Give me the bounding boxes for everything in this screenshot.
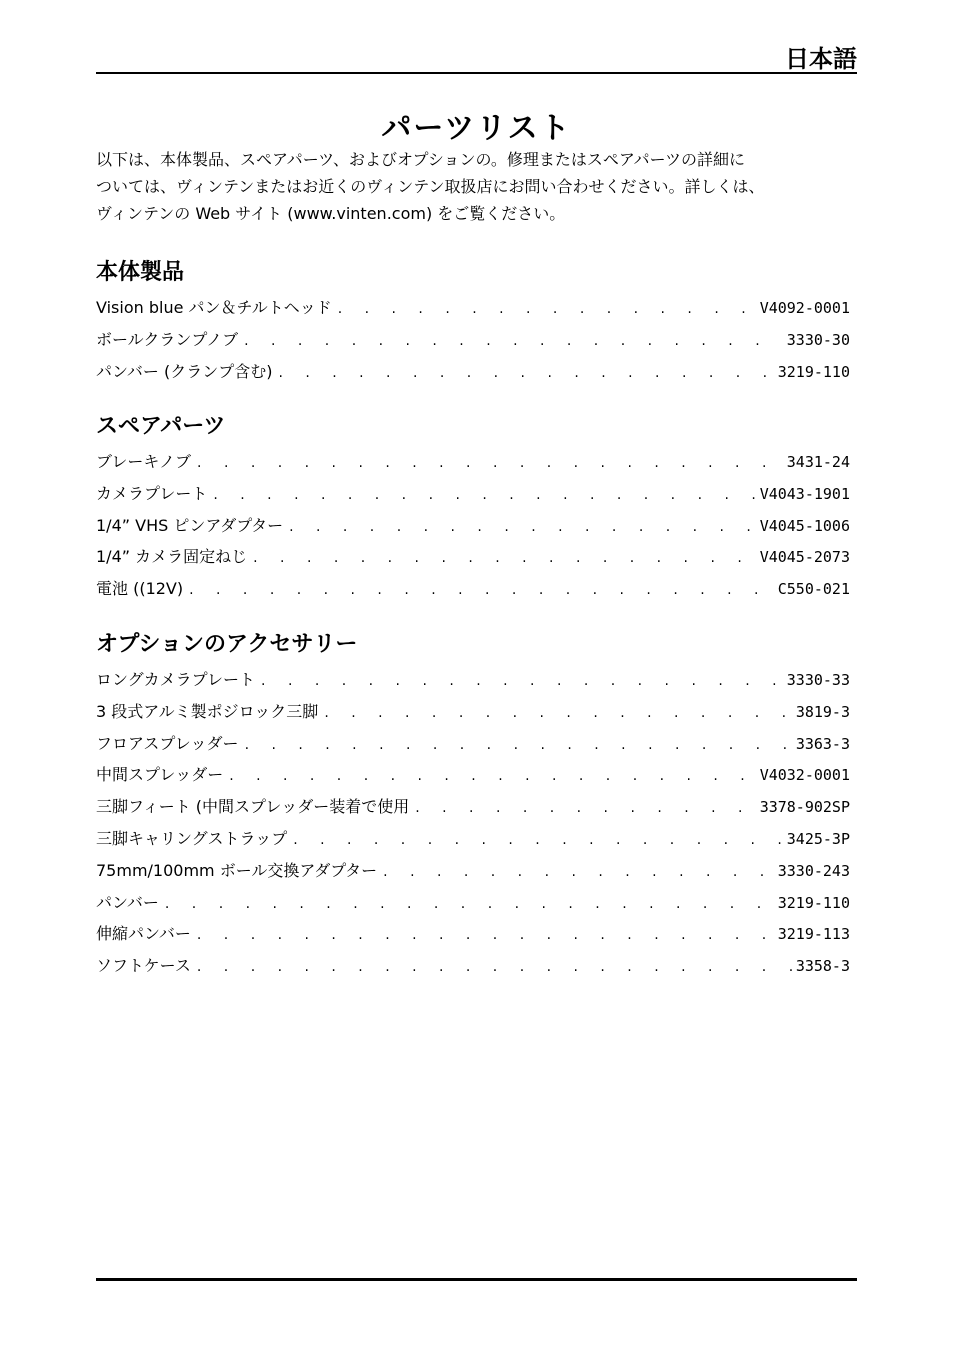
part-number: V4092-0001 (759, 299, 850, 317)
part-number: 3358-3 (795, 957, 850, 976)
dot-leader (197, 448, 783, 480)
part-row (96, 855, 850, 887)
part-row (96, 573, 850, 605)
part-row (96, 446, 850, 478)
part-number: 3219-113 (777, 925, 850, 944)
part-name: ボールクランプノブ (96, 329, 239, 349)
dot-leader (197, 920, 774, 952)
part-name: Vision blue パン＆チルトヘッド (96, 298, 332, 317)
dot-leader (189, 575, 774, 607)
section-heading: オプションのアクセサリー (96, 632, 358, 657)
dot-leader (261, 666, 783, 698)
part-name: 3 段式アルミ製ポジロック三脚 (96, 701, 319, 721)
dot-leader (229, 761, 755, 793)
dot-leader (213, 480, 755, 512)
part-name: カメラプレート (96, 483, 208, 503)
intro-line: ヴィンテンの Web サイト (www.vinten.com) をご覧ください。 (96, 204, 566, 223)
part-number: 3330-243 (777, 861, 850, 880)
part-row (96, 887, 850, 919)
part-name: 三脚フィート (中間スプレッダー装着で使用 (96, 797, 410, 817)
part-row (96, 356, 850, 388)
dot-leader (278, 358, 773, 390)
part-row (96, 510, 850, 542)
part-number: V4045-1006 (759, 516, 850, 535)
part-number: 3219-110 (777, 362, 850, 381)
dot-leader (197, 952, 792, 984)
part-row (96, 324, 850, 356)
section-main-products (96, 258, 850, 387)
dot-leader (338, 294, 756, 326)
part-name: ソフトケース (96, 956, 191, 976)
part-row (96, 541, 850, 573)
part-row (96, 728, 850, 760)
dot-leader (245, 730, 792, 762)
part-number: V4032-0001 (759, 766, 850, 785)
part-number: 3378-902SP (759, 798, 850, 817)
dot-leader (165, 889, 774, 921)
page-title: パーツリスト (381, 111, 572, 147)
section-heading: スペアパーツ (96, 414, 226, 439)
part-name: フロアスプレッダー (96, 733, 239, 753)
part-name: パンバー (クランプ含む) (96, 361, 273, 381)
part-number: 3431-24 (786, 453, 850, 471)
part-row (96, 950, 850, 982)
dot-leader (253, 543, 756, 575)
part-number: 3219-110 (777, 893, 850, 912)
intro-paragraph (96, 146, 858, 227)
part-number: 3330-30 (786, 330, 850, 349)
dot-leader (383, 857, 774, 889)
part-number: 3425-3P (786, 829, 850, 848)
part-name: 75mm/100mm ボール交換アダプター (96, 860, 378, 880)
part-number: 3330-33 (786, 671, 850, 689)
part-row (96, 292, 850, 324)
dot-leader (244, 326, 783, 358)
part-row (96, 696, 850, 728)
dot-leader (289, 512, 756, 544)
part-number: V4043-1901 (759, 484, 850, 503)
section-heading: 本体製品 (96, 260, 185, 285)
part-name: ロングカメラプレート (96, 670, 256, 689)
part-name: 1/4” VHS ピンアダプター (96, 515, 284, 535)
part-name: 伸縮パンバー (96, 924, 191, 944)
part-row (96, 759, 850, 791)
part-number: 3819-3 (795, 702, 850, 721)
parts-list (96, 664, 850, 982)
dot-leader (293, 825, 783, 857)
part-row (96, 823, 850, 855)
part-name: パンバー (96, 892, 159, 912)
part-name: 三脚キャリングストラップ (96, 828, 288, 848)
part-number: V4045-2073 (759, 548, 850, 567)
part-name: 電池 ((12V) (96, 579, 184, 599)
header-rule (96, 72, 857, 74)
part-name: 中間スプレッダー (96, 765, 224, 785)
intro-line: 以下は、本体製品、スペアパーツ、およびオプションの。修理またはスペアパーツの詳細に (96, 150, 745, 169)
intro-line: ついては、ヴィンテンまたはお近くのヴィンテン取扱店にお問い合わせください。詳しくは、 (96, 177, 765, 196)
part-row (96, 918, 850, 950)
dot-leader (324, 698, 792, 730)
part-row (96, 791, 850, 823)
part-name: ブレーキノブ (96, 452, 192, 471)
language-label: 日本語 (785, 45, 857, 73)
section-spare-parts (96, 412, 850, 605)
part-number: C550-021 (777, 580, 850, 599)
footer-rule (96, 1278, 857, 1281)
parts-list (96, 446, 850, 605)
part-row (96, 478, 850, 510)
section-optional-accessories (96, 630, 850, 982)
part-name: 1/4” カメラ固定ねじ (96, 547, 248, 567)
dot-leader (415, 793, 755, 825)
parts-list (96, 292, 850, 387)
part-row (96, 664, 850, 696)
part-number: 3363-3 (795, 734, 850, 753)
